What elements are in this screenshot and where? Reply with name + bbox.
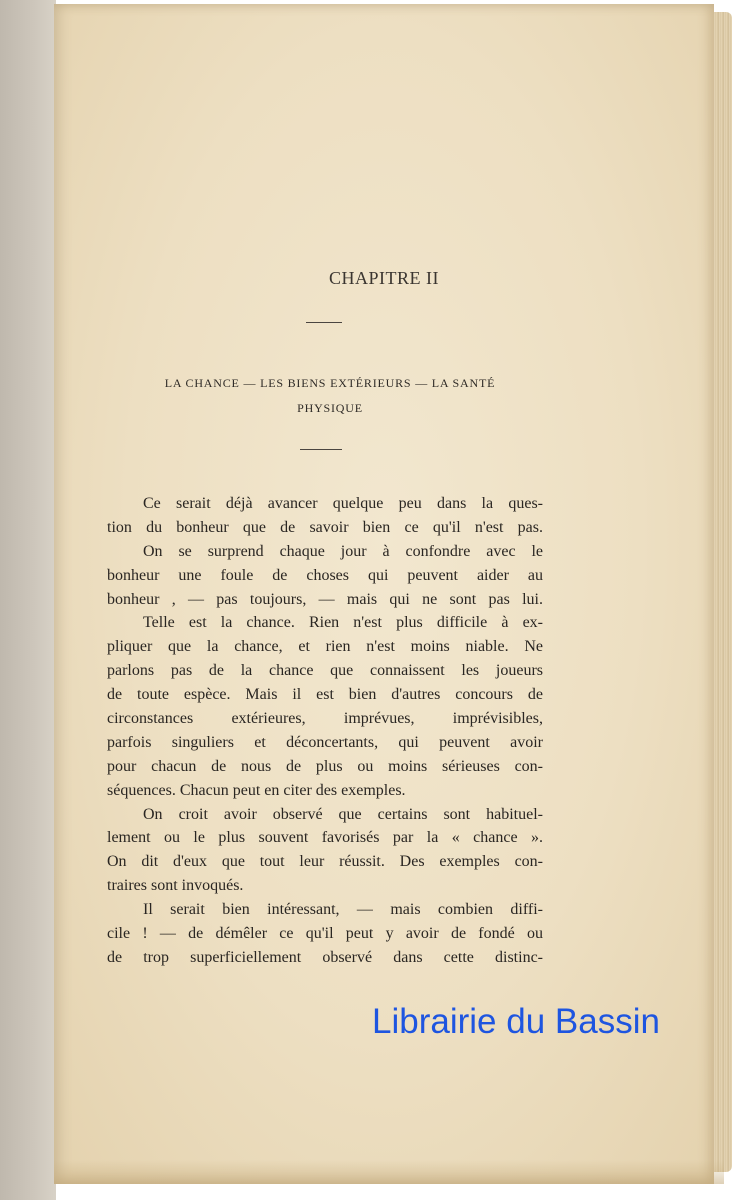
- text-line: pliquer que la chance, et rien n'est moins niable. Ne: [107, 638, 543, 656]
- text-line: On croit avoir observé que certains sont habituel-: [143, 805, 543, 823]
- text-line: de trop superficiellement observé dans cette distinc-: [107, 948, 543, 966]
- text-line: cile ! — de démêler ce qu'il peut y avoir de fondé ou: [107, 925, 543, 943]
- text-line: traires sont invoqués.: [107, 877, 244, 895]
- text-line: lement ou le plus souvent favorisés par la « chance ».: [107, 829, 543, 847]
- book-binding: [0, 0, 56, 1200]
- text-line: pour chacun de nous de plus ou moins sérieuses con-: [107, 757, 543, 775]
- text-line: Il serait bien intéressant, — mais combien diffi-: [143, 901, 543, 919]
- text-line: bonheur , — pas toujours, — mais qui ne sont pas lui.: [107, 590, 543, 608]
- subtitle-line-1: LA CHANCE — LES BIENS EXTÉRIEURS — LA SANTÉ: [164, 376, 496, 390]
- chapter-title: CHAPITRE II: [329, 268, 439, 288]
- text-line: Telle est la chance. Rien n'est plus difficile à ex-: [143, 614, 543, 632]
- title-rule: [306, 322, 342, 323]
- text-line: parfois singuliers et déconcertants, qui peuvent avoir: [107, 733, 543, 751]
- text-line: Ce serait déjà avancer quelque peu dans la ques-: [143, 495, 543, 512]
- subtitle-rule: [300, 449, 342, 450]
- body-text: [107, 492, 543, 970]
- chapter-subtitle: [90, 371, 570, 421]
- text-line: de toute espèce. Mais il est bien d'autres concours de: [107, 686, 543, 704]
- text-line: circonstances extérieures, imprévues, imprévisibles,: [107, 710, 543, 728]
- text-line: bonheur une foule de choses qui peuvent aider au: [107, 566, 543, 584]
- text-line: On se surprend chaque jour à confondre avec le: [143, 542, 543, 560]
- text-line: parlons pas de la chance que connaissent les joueurs: [107, 662, 543, 680]
- text-line: On dit d'eux que tout leur réussit. Des exemples con-: [107, 853, 543, 871]
- subtitle-line-2: PHYSIQUE: [297, 401, 363, 415]
- watermark-text: Librairie du Bassin: [372, 1002, 660, 1041]
- page-bottom-shadow: [54, 1160, 724, 1184]
- text-line: séquences. Chacun peut en citer des exemples.: [107, 781, 406, 799]
- text-line: tion du bonheur que de savoir bien ce qu'il n'est pas.: [107, 518, 543, 536]
